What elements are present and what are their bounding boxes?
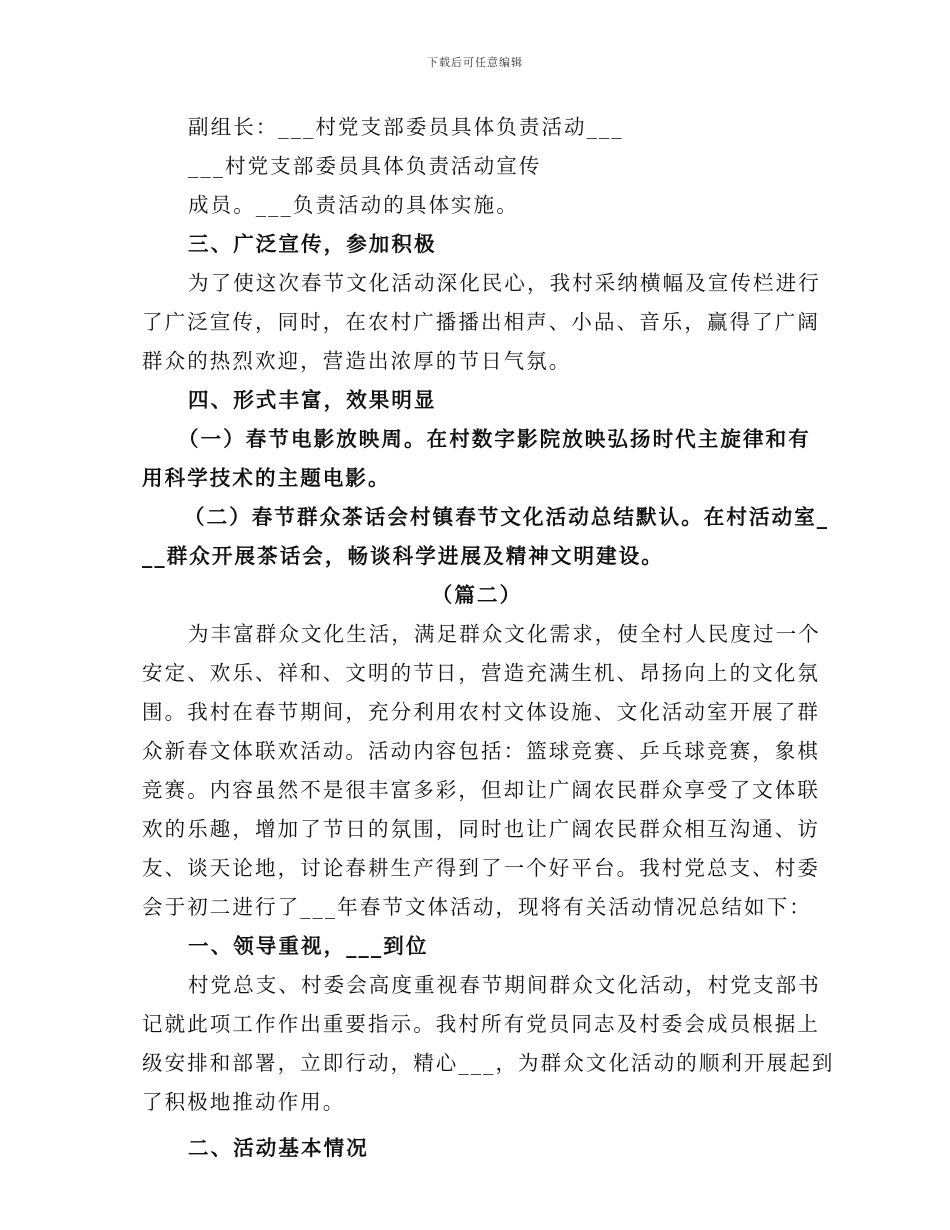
text-line: __群众开展茶话会，畅谈科学进展及精神文明建设。	[142, 544, 664, 568]
text-line: 了积极地推动作用。	[142, 1090, 346, 1114]
part-two-title	[142, 576, 812, 615]
publicity-paragraph	[142, 264, 821, 381]
document-body	[142, 108, 835, 1168]
text-line: 记就此项工作作出重要指示。我村所有党员同志及村委会成员根据上	[142, 1012, 820, 1036]
part-two-intro-paragraph	[142, 615, 821, 927]
text-line: 用科学技术的主题电影。	[142, 466, 391, 490]
text-line: 成员。___负责活动的具体实施。	[188, 193, 519, 217]
section-heading-2	[142, 1129, 812, 1168]
text-line: （二）春节群众茶话会村镇春节文化活动总结默认。在村活动室_	[184, 505, 830, 529]
section-heading-4	[142, 381, 812, 420]
text-line: 群众的热烈欢迎，营造出浓厚的节日气氛。	[142, 349, 572, 373]
text-line: 围。我村在春节期间，充分利用农村文体设施、文化活动室开展了群	[142, 700, 820, 724]
subsection-movie-week	[142, 420, 812, 498]
heading-text: （篇二）	[431, 583, 523, 607]
text-line: 副组长：___村党支部委员具体负责活动___	[188, 115, 624, 139]
subsection-tea-party	[142, 498, 830, 576]
page-header: 下载后可任意编辑	[427, 56, 523, 69]
heading-text: 二、活动基本情况	[188, 1136, 369, 1160]
text-line: 欢的乐趣，增加了节日的氛围，同时也让广阔农民群众相互沟通、访	[142, 817, 820, 841]
text-line: 了广泛宣传，同时，在农村广播播出相声、小品、音乐，赢得了广阔	[142, 310, 820, 334]
heading-text: 一、领导重视，___到位	[188, 934, 429, 958]
text-line: 级安排和部署，立即行动，精心___，为群众文化活动的顺利开展起到	[142, 1051, 835, 1075]
text-line: 众新春文体联欢活动。活动内容包括：篮球竞赛、乒乓球竞赛，象棋	[142, 739, 820, 763]
text-line: 会于初二进行了___年春节文体活动，现将有关活动情况总结如下：	[142, 895, 812, 919]
deputy-leader-paragraph	[142, 108, 812, 225]
text-line: 友、谈天论地，讨论春耕生产得到了一个好平台。我村党总支、村委	[142, 856, 820, 880]
heading-text: 三、广泛宣传，参加积极	[188, 232, 437, 256]
text-line: 竞赛。内容虽然不是很丰富多彩，但却让广阔农民群众享受了文体联	[142, 778, 820, 802]
heading-text: 四、形式丰富，效果明显	[188, 388, 437, 412]
text-line: 为了使这次春节文化活动深化民心，我村采纳横幅及宣传栏进行	[188, 271, 821, 295]
section-heading-3	[142, 225, 812, 264]
text-line: （一）春节电影放映周。在村数字影院放映弘扬时代主旋律和有	[178, 427, 811, 451]
section-heading-1	[142, 927, 812, 966]
text-line: 村党总支、村委会高度重视春节期间群众文化活动，村党支部书	[188, 973, 821, 997]
text-line: ___村党支部委员具体负责活动宣传	[188, 154, 542, 178]
text-line: 为丰富群众文化生活，满足群众文化需求，使全村人民度过一个	[188, 622, 821, 646]
text-line: 安定、欢乐、祥和、文明的节日，营造充满生机、昂扬向上的文化氛	[142, 661, 820, 685]
leadership-paragraph	[142, 966, 835, 1122]
